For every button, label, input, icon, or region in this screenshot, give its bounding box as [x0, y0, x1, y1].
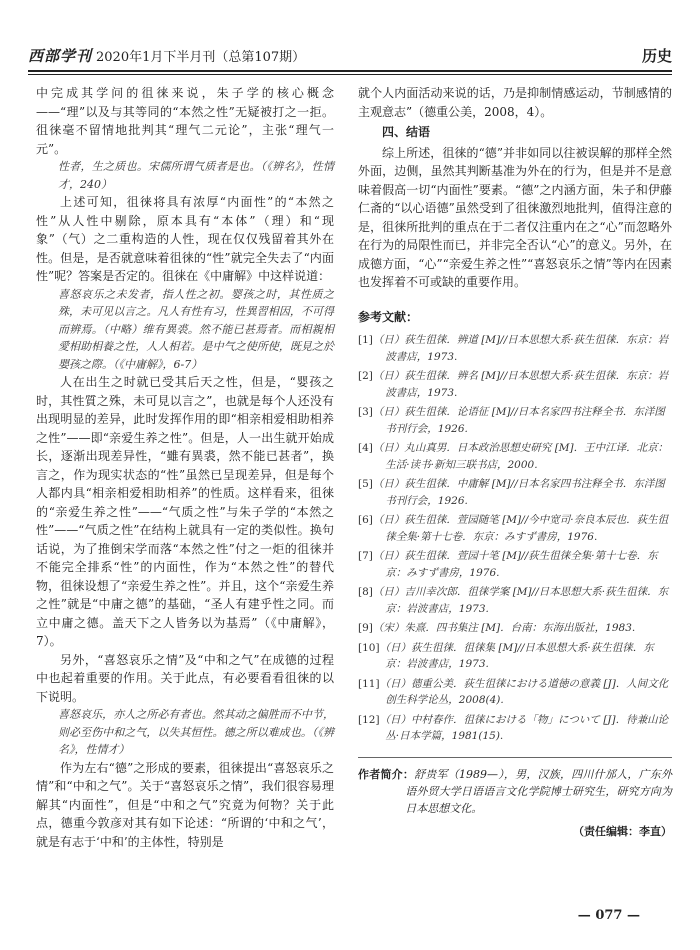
right-column	[358, 84, 672, 841]
block-quote: 喜怒哀乐，亦人之所必有者也。然其动之偏胜而不中节，则必至伤中和之气，以失其恒性。德之所以难成也。（《辨名》，性情才）	[58, 708, 334, 756]
author-divider	[358, 757, 672, 758]
author-bio-text: 作者简介：舒贵军（1989—），男，汉族，四川什邡人，广东外语外贸大学日语语言文化学院博士研究生，研究方向为日本思想文化。	[358, 767, 673, 815]
header-rule-thin	[28, 74, 672, 75]
paragraph: 上述可知，徂徕将具有浓厚“内面性”的“本然之性”从人性中剔除，原本具有“本体”（理）和“现象”（气）之二重构造的人性，现在仅仅残留着其外在性。但是，是否就意味着徂徕的“性”就完全失去了“内面性”呢？答案是否定的。徂徕在《中庸解》中这样说道：	[36, 195, 334, 283]
running-header	[28, 40, 672, 66]
reference-item: [2]（日）荻生徂徕．辨名 [M]//日本思想大系·荻生徂徕．东京：岩波書店，1973.	[358, 370, 669, 399]
paragraph: 综上所述，徂徕的“德”并非如同以往被误解的那样全然外面，边侧，虽然其判断基准为外在的行为，但是并不是意味着假高一切“内面性”要素。“德”之内涵方面，朱子和伊藤仁斋的“以心语德”虽然受到了徂徕激烈地批判，值得注意的是，徂徕所批判的重点在于二者仅注重内在之“心”而忽略外在行为的局限性而已，并非完全否认“心”的意义。另外，在成德方面，“心”“亲爱生养之性”“喜怒哀乐之情”等内在因素也发挥着不可或缺的重要作用。	[358, 145, 672, 289]
reference-item: [6]（日）荻生徂徕．萱园随笔 [M]//今中宽司·奈良本辰也．荻生徂徕全集·第十七卷．东京：みすず書房，1976.	[358, 514, 669, 543]
journal-name: 西部学刊	[28, 47, 93, 65]
reference-item: [1]（日）荻生徂徕．辨道 [M]//日本思想大系·荻生徂徕．东京：岩波書店，1973.	[358, 334, 669, 363]
page-number: — 077 —	[577, 908, 640, 923]
section-heading: 四、结语	[382, 125, 431, 139]
reference-item: [4]（日）丸山真男．日本政治思想史研究 [M]．王中江译．北京：生活·读书·新知三联书店，2000.	[358, 442, 669, 471]
author-bio	[358, 766, 672, 817]
header-rule-thick	[28, 70, 672, 72]
reference-item: [12]（日）中村春作．徂徕における「物」について [J]．待兼山论丛·日本学篇，1981(15).	[358, 713, 669, 742]
reference-item: [5]（日）荻生徂徕．中庸解 [M]//日本名家四书注释全书．东洋图书刊行会，1926.	[358, 478, 665, 507]
block-quote: 性者，生之质也。宋儒所谓气质者是也。（《辨名》，性情才，240）	[58, 160, 334, 191]
reference-item: [3]（日）荻生徂徕．论语征 [M]//日本名家四书注释全书．东洋图书刊行会，1926.	[358, 406, 665, 435]
header-left	[28, 45, 305, 66]
block-quote: 喜怒哀乐之未发者，指人性之初。婴孩之时，其性质之殊，未可见以言之。凡人有性有习，性異習相因，不可得而辨焉。（中略）维有異裘。然不能已甚焉者。而相親相愛相助相養之性，人人相若。是中气之使所使，既見之於嬰孩之際。（《中庸解》，6-7）	[58, 287, 334, 371]
reference-item: [9]（宋）朱熹．四书集注 [M]．台南：东海出版社，1983.	[358, 622, 636, 634]
paragraph: 中完成其学问的徂徕来说，朱子学的核心概念——“理”以及与其等同的“本然之性”无疑被打之一拒。徂徕毫不留情地批判其“理气二元论”，主张“理气一元”。	[36, 86, 334, 156]
issue-info: 2020年1月下半月刊（总第107期）	[96, 50, 306, 65]
paragraph: 另外，“喜怒哀乐之情”及“中和之气”在成德的过程中也起着重要的作用。关于此点，有必要看看徂徕的以下说明。	[36, 652, 334, 704]
paragraph: 人在出生之时就已受其后天之性，但是，“婴孩之时，其性質之殊，未可見以言之”，也就是每个人还没有出现明显的差异，此时发挥作用的即“相亲相爱相助相养之性”——即“亲爱生养之性”。但是，人一出生就开始成长，逐渐出现差异性，“雖有異裘，然不能已甚者”，换言之，作为现实状态的“性”虽然已呈现差异，但是每个人都内具“相亲相爱相助相养”的性质。这样看来，徂徕的“亲爱生养之性”——“气质之性”与朱子学的“本然之性”——“气质之性”在结构上就具有一定的类似性。换句话说，为了推倒宋学而落“本然之性”付之一炬的徂徕并不能完全排系“性”的内面性，作为“本然之性”的替代物，徂徕设想了“亲爱生养之性”。并且，这个“亲爱生养之性”就是“中庸之德”的基础，“圣人有建乎性之同。而立中庸之德。盖天下之人皆务以为基焉”（《中庸解》，7）。	[36, 375, 334, 648]
reference-list	[358, 332, 672, 745]
section-label: 历史	[641, 47, 672, 65]
paragraph: 就个人内面活动来说的话，乃是抑制情感运动，节制感情的主观意志”（德重公美，2008，4）。	[358, 86, 672, 119]
reference-item: [8]（日）吉川幸次郎．徂徕学案 [M]//日本思想大系·荻生徂徕．东京：岩波書店，1973.	[358, 586, 669, 615]
left-column	[36, 84, 334, 851]
reference-item: [11]（日）德重公美．荻生徂徕における道徳の意義 [J]．人间文化创生科学论丛，2008(4).	[358, 677, 669, 706]
references-heading: 参考文献：	[358, 309, 419, 324]
reference-item: [10]（日）荻生徂徕．徂徕集 [M]//日本思想大系·荻生徂徕．东京：岩波書店，1973.	[358, 641, 654, 670]
reference-item: [7]（日）荻生徂徕．萱园十笔 [M]//荻生徂徕全集·第十七卷．东京：みすず書房，1976.	[358, 550, 658, 579]
editor-credit: （责任编辑：李直）	[573, 824, 672, 838]
paragraph: 作为左右“德”之形成的要素，徂徕提出“喜怒哀乐之情”和“中和之气”。关于“喜怒哀乐之情”，我们很容易理解其“内面性”，但是“中和之气”究竟为何物？关于此点，德重今敦彦对其有如下论述：“所谓的‘中和之气’，就是有志于‘中和’的主体性，特别是	[36, 760, 334, 849]
